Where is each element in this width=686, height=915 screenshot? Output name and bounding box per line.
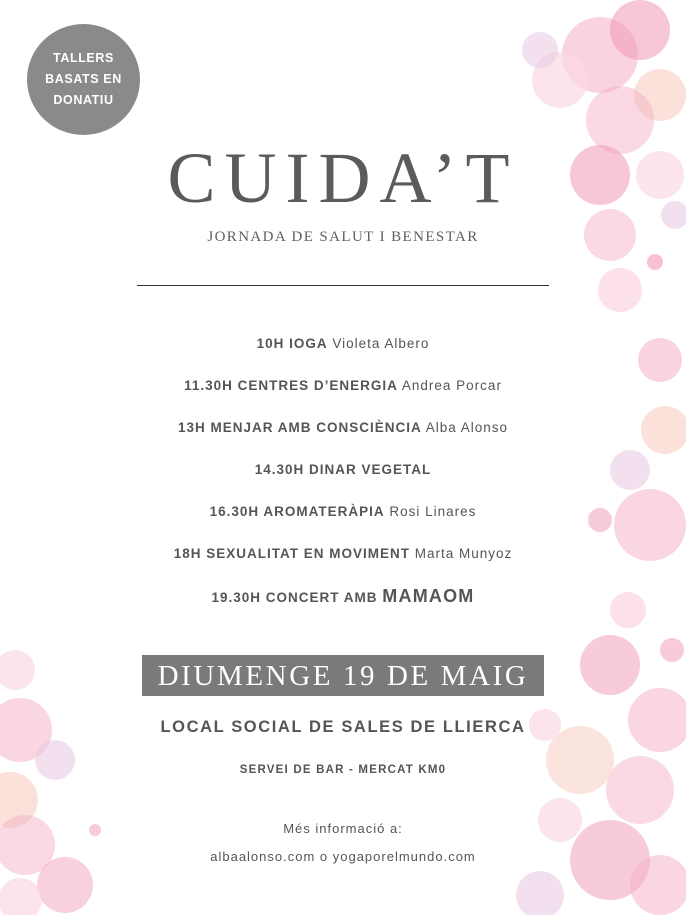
schedule-activity: 14.30H DINAR VEGETAL — [254, 462, 432, 477]
schedule-item — [0, 417, 686, 459]
badge-line-1: TALLERS — [53, 51, 114, 65]
schedule-activity: 16.30H AROMATERÀPIA — [209, 504, 385, 519]
event-title: CUIDA’T — [167, 138, 519, 218]
event-date-banner: DIUMENGE 19 DE MAIG — [142, 655, 544, 696]
schedule-list — [0, 333, 686, 627]
schedule-person: Violeta Albero — [332, 336, 430, 351]
schedule-person: Marta Munyoz — [414, 546, 513, 561]
schedule-item — [0, 501, 686, 543]
schedule-activity: 11.30H CENTRES D’ENERGIA — [184, 378, 398, 393]
badge-line-2: BASATS EN — [45, 72, 122, 86]
websites-text: albaalonso.com o yogaporelmundo.com — [210, 849, 476, 864]
event-venue: LOCAL SOCIAL DE SALES DE LLIERCA — [160, 718, 526, 736]
schedule-person: Andrea Porcar — [401, 378, 502, 393]
schedule-item — [0, 543, 686, 585]
schedule-item — [0, 585, 686, 627]
event-services: SERVEI DE BAR - MERCAT KM0 — [239, 764, 447, 776]
schedule-item — [0, 459, 686, 501]
title-divider — [137, 285, 549, 286]
schedule-person: Rosi Linares — [389, 504, 477, 519]
schedule-activity: 13H MENJAR AMB CONSCIÈNCIA — [177, 420, 422, 435]
donation-workshops-badge — [27, 24, 140, 135]
schedule-band-name: MAMAOM — [382, 586, 475, 606]
schedule-activity: 19.30H CONCERT AMB — [211, 590, 378, 605]
schedule-activity: 18H SEXUALITAT EN MOVIMENT — [173, 546, 410, 561]
schedule-item — [0, 375, 686, 417]
schedule-activity: 10H IOGA — [256, 336, 328, 351]
schedule-item — [0, 333, 686, 375]
schedule-person: Alba Alonso — [425, 420, 509, 435]
badge-line-3: DONATIU — [53, 93, 114, 107]
more-info-label: Més informació a: — [283, 821, 403, 836]
event-subtitle: JORNADA DE SALUT I BENESTAR — [207, 229, 479, 245]
flowers-bottom-left — [0, 650, 101, 915]
